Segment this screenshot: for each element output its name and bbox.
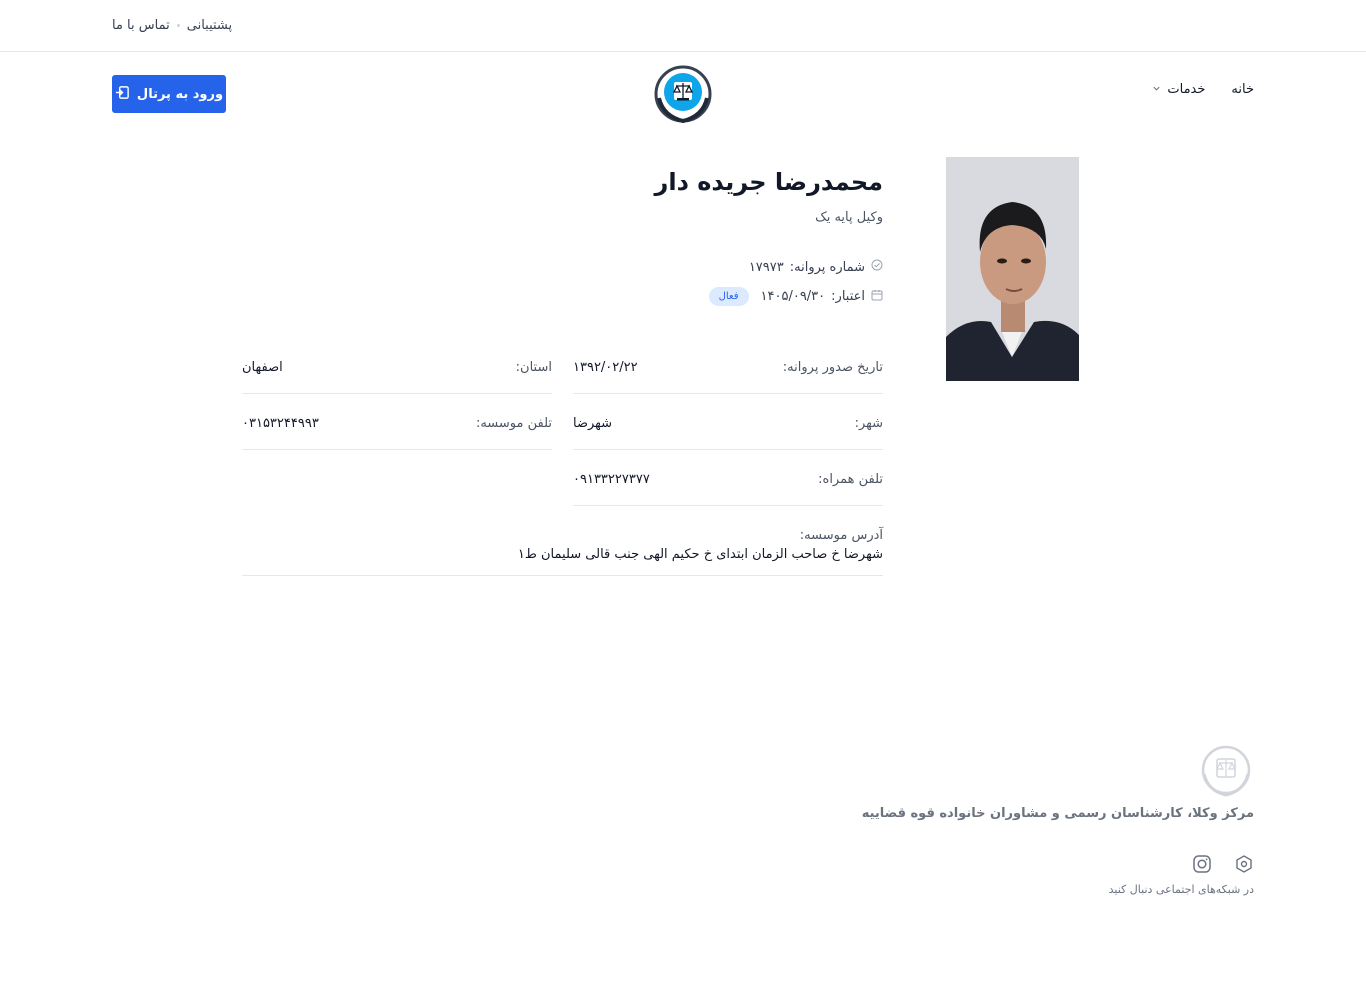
field-city	[573, 416, 883, 450]
nav-services[interactable]	[1152, 82, 1205, 97]
instagram-icon[interactable]	[1192, 854, 1212, 874]
address-label: آدرس موسسه:	[799, 528, 883, 543]
login-button-label: ورود به پرتال	[136, 86, 224, 102]
province-label: استان:	[515, 360, 552, 375]
lawyer-photo	[946, 157, 1079, 381]
footer-title: مرکز وکلا، کارشناسان رسمی و مشاوران خانواده قوه قضاییه	[861, 806, 1254, 821]
field-office-phone	[242, 416, 552, 450]
office-phone-label: تلفن موسسه:	[475, 416, 552, 431]
issue-date-value: ۱۳۹۲/۰۲/۲۲	[573, 360, 638, 375]
follow-social-text: در شبکه‌های اجتماعی دنبال کنید	[1108, 883, 1254, 896]
status-badge: فعال	[709, 287, 749, 306]
city-label: شهر:	[854, 416, 883, 431]
footer-logo	[1199, 744, 1253, 798]
mobile-value: ۰۹۱۳۳۲۲۷۳۷۷	[573, 472, 650, 487]
lawyer-rank: وکیل پایه یک	[815, 210, 883, 225]
portal-login-button[interactable]	[112, 75, 226, 113]
top-bar	[0, 0, 1366, 52]
address-value: شهرضا خ صاحب الزمان ابتدای خ حکیم الهی جنب قالی سلیمان ط۱	[517, 547, 883, 562]
top-links	[112, 15, 232, 35]
nav-home[interactable]: خانه	[1231, 82, 1254, 97]
social-links	[1192, 854, 1254, 874]
field-address	[242, 528, 883, 576]
lawyer-name: محمدرضا جریده دار	[654, 168, 883, 196]
nav-services-label: خدمات	[1167, 82, 1206, 97]
contact-link[interactable]: تماس با ما	[112, 17, 170, 33]
issue-date-label: تاریخ صدور پروانه:	[782, 360, 883, 375]
province-value: اصفهان	[242, 360, 283, 375]
main-nav	[1152, 82, 1254, 97]
field-issue-date	[573, 360, 883, 394]
calendar-icon	[871, 289, 883, 305]
city-value: شهرضا	[573, 416, 613, 431]
license-info	[749, 259, 883, 275]
validity-date: ۱۴۰۵/۰۹/۳۰	[760, 289, 826, 304]
support-link[interactable]: پشتیبانی	[186, 17, 233, 33]
field-mobile	[573, 472, 883, 506]
validity-label: اعتبار:	[831, 289, 865, 304]
separator-dot	[177, 24, 180, 27]
check-circle-icon	[871, 259, 883, 275]
field-province	[242, 360, 552, 394]
login-icon	[115, 85, 130, 104]
validity-info	[709, 287, 883, 306]
rubika-icon[interactable]	[1234, 854, 1254, 874]
judiciary-logo[interactable]	[653, 64, 713, 124]
license-number: ۱۷۹۷۳	[748, 259, 784, 275]
chevron-down-icon	[1152, 82, 1161, 97]
license-label: شماره پروانه:	[789, 259, 865, 275]
mobile-label: تلفن همراه:	[818, 472, 883, 487]
office-phone-value: ۰۳۱۵۳۲۴۴۹۹۳	[242, 416, 319, 431]
main-navbar	[0, 52, 1366, 136]
